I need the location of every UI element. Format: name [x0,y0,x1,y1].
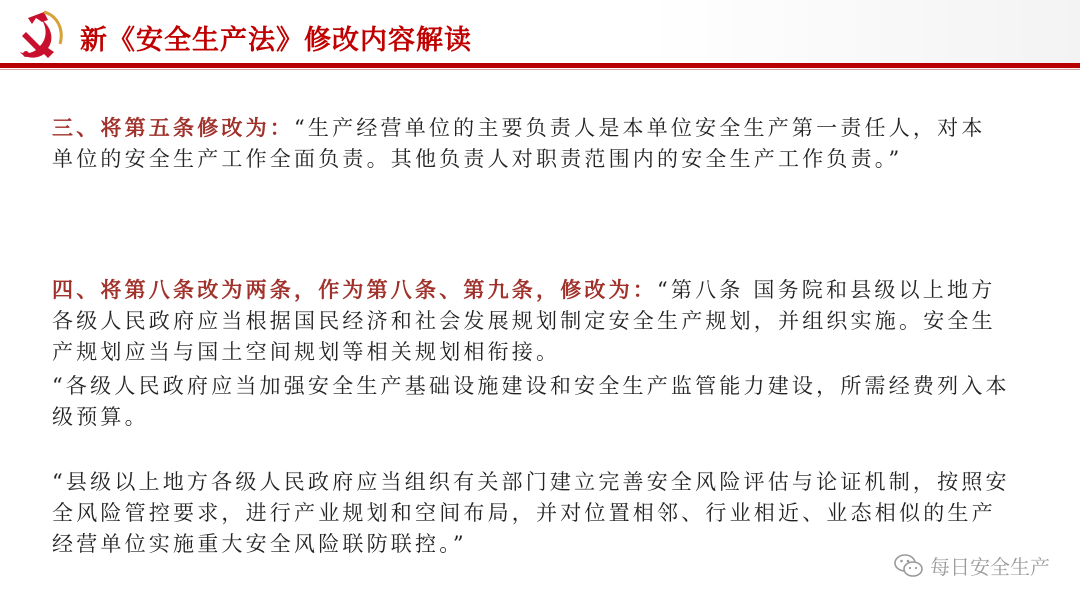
page-title: 新《安全生产法》修改内容解读 [80,25,472,56]
header-divider [0,63,1080,68]
source-watermark [894,551,1050,580]
section-3-paragraph [52,112,997,175]
section-4-body: “第八条 国务院和县级以上地方各级人民政府应当根据国民经济和社会发展规划制定安全生产规划，并组织实施。安全生产规划应当与国土空间规划等相关规划相衔接。 [52,278,996,364]
party-emblem-icon [14,8,68,62]
header-bar [0,0,1080,70]
section-3-lead: 三、将第五条修改为： [52,115,294,140]
section-4-paragraph-2: “各级人民政府应当加强安全生产基础设施建设和安全生产监管能力建设，所需经费列入本级预算。 [52,374,1010,429]
section-4-paragraph-3: “县级以上地方各级人民政府应当组织有关部门建立完善安全风险评估与论证机制，按照安全风险管控要求，进行产业规划和空间布局，并对位置相邻、行业相近、业态相似的生产经营单位实施重大安全风险联防联控。” [52,470,1010,556]
section-3-body: “生产经营单位的主要负责人是本单位安全生产第一责任人，对本单位的安全生产工作全面负责。其他负责人对职责范围内的安全生产工作负责。” [52,116,986,171]
header-divider-thin [0,69,1080,70]
section-4-paragraph [52,274,1017,368]
watermark-text: 每日安全生产 [930,555,1050,579]
wechat-icon [894,553,924,579]
section-4-lead: 四、将第八条改为两条，作为第八条、第九条，修改为： [52,277,657,302]
